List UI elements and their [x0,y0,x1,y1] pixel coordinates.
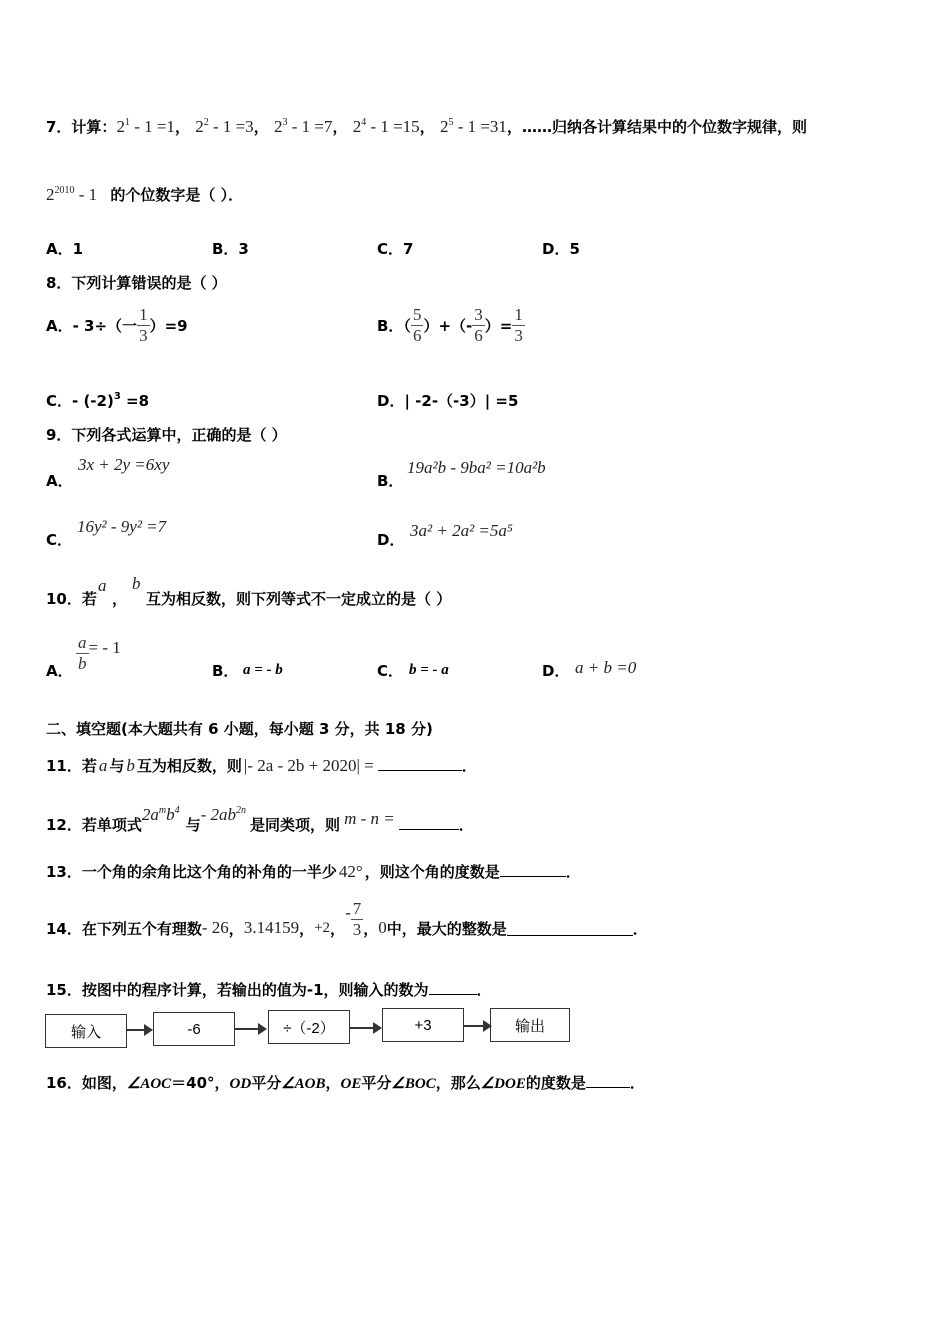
q8-b-prefix: B．（ [377,317,411,335]
q8-a-suffix: ）=9 [149,317,188,335]
q12-with: 与 [185,816,201,834]
q10-d-expr: a + b =0 [575,658,637,677]
q14-end: ． [632,919,648,938]
q12-end: ． [458,816,474,834]
q15-end: ． [476,981,492,999]
q13-suffix: ，则这个角的度数是 [364,863,500,881]
q16-p5: 的度数是 [525,1074,586,1092]
q16-comma: ， [325,1074,341,1092]
q10-var-a: a [98,576,107,595]
q8-b-fraction-2: $\frac{3}{6}$ [474,305,483,345]
q7-expr-2: $2^2 - 1 =3$ [195,117,254,136]
q9-stem: 9．下列各式运算中，正确的是（ ） [46,426,287,444]
q16-oe: OE [340,1076,362,1092]
q11-end: ． [461,757,477,775]
q16-angle-doe: ∠DOE [480,1076,526,1092]
q7-option-d: D．5 [542,240,580,258]
q8-b-fraction-3: $\frac{1}{3}$ [514,305,523,345]
flow-arrow-2 [235,1028,265,1030]
q14-sep: ， [330,919,346,938]
q7-expr-4: $2^4 - 1 =15$ [352,117,420,136]
q14-number-3: +2 [314,919,331,936]
q8-b-eq: ）= [484,317,513,335]
q14-number-2: 3.14159 [243,918,300,937]
flow-box-plus-3: +3 [382,1008,464,1042]
q16-answer-blank[interactable] [586,1073,630,1088]
q11-answer-blank[interactable] [378,756,462,771]
q15-text: 15．按图中的程序计算，若输出的值为-1，则输入的数为 [46,981,429,999]
q10-b-expr: a = - b [243,662,283,678]
q7-sep: ， [419,118,435,136]
q12-mid: 是同类项，则 [250,816,341,834]
q11-with: 与 [109,757,125,775]
q16-angle-aob: ∠AOB [281,1076,326,1092]
q12-prefix: 12．若单项式 [46,816,142,834]
q14-suffix: 中，最大的整数是 [386,919,507,938]
q16-p2: 平分 [251,1074,282,1092]
q14-number-5: 0 [378,918,387,937]
q7-number: 7．计算： [46,118,117,136]
q8-a-fraction: $\frac{1}{3}$ [139,305,148,345]
q7-line2-text: 的个位数字是（ ）． [110,186,244,204]
q8-option-d: D．| -2-（-3）| =5 [377,392,519,410]
q7-option-b: B．3 [212,240,249,258]
q10-stem-suffix: 互为相反数，则下列等式不一定成立的是（ ） [146,590,452,608]
q10-a-expr [76,633,121,674]
q14 [46,895,648,943]
q15 [46,979,492,1000]
q11-mid: 互为相反数，则 [136,757,242,775]
q10-b-label: B． [212,662,239,680]
q11-expr: |- 2a - 2b + 2020| = [243,756,374,775]
q7-line2 [46,184,243,205]
q9-b-expr: 19a²b - 9ba² =10a²b [407,458,546,477]
q13-answer-blank[interactable] [500,862,566,877]
q14-number-4-fraction: $\frac{7}{3}$ [352,898,362,939]
flow-box-divide: ÷（-2） [268,1010,350,1044]
q16-eq: ＝40°， [171,1074,230,1092]
q9-a-label: A． [46,472,73,490]
q10-comma: ， [112,590,128,608]
q8-stem: 8．下列计算错误的是（ ） [46,274,227,292]
flow-arrow-3 [350,1027,380,1029]
flow-box-input: 输入 [45,1014,127,1048]
q9-d-label: D． [377,531,405,549]
q13 [46,861,581,882]
q14-number-1: - 26 [201,918,229,937]
q7-sep: ， [332,118,348,136]
q10-c-expr: b = - a [409,662,449,678]
q14-prefix: 14．在下列五个有理数 [46,919,202,938]
q8-option-b [377,305,525,346]
q11-prefix: 11．若 [46,757,97,775]
q7-tail: ，……归纳各计算结果中的个位数字规律，则 [506,118,807,136]
q10-stem-prefix: 10．若 [46,590,97,608]
q12 [46,805,474,835]
q16-p1: 16．如图， [46,1074,127,1092]
flow-box-output: 输出 [490,1008,570,1042]
q13-end: ． [565,863,581,881]
q11-var-b: b [126,756,135,775]
q9-c-expr: 16y² - 9y² =7 [77,517,167,536]
q8-b-mid: ）+（- [423,317,473,335]
q16-p3: 平分 [361,1074,392,1092]
q7-line2-expr: $2^{2010} - 1$ [46,185,98,204]
flow-arrow-4 [464,1025,490,1027]
q13-angle: 42° [338,862,363,881]
q13-prefix: 13．一个角的余角比这个角的补角的一半少 [46,863,337,881]
q16-p4: ，那么 [435,1074,481,1092]
q16-od: OD [229,1076,252,1092]
q16-angle-aoc: ∠AOC [126,1076,172,1092]
q14-number-4-sign: - [345,903,351,922]
q9-c-label: C． [46,531,73,549]
q14-sep: ， [299,919,315,938]
q16-end: ． [629,1074,645,1092]
q12-answer-blank[interactable] [399,815,459,830]
q16 [46,1072,645,1093]
section-2-heading: 二、填空题(本大题共有 6 小题，每小题 3 分，共 18 分) [46,720,433,738]
q12-term-1: $2a^mb^4$ [141,805,180,824]
q14-sep: ， [363,919,379,938]
q8-a-prefix: A．- 3÷（一 [46,317,138,335]
q10-a-label: A． [46,662,73,680]
q8-option-c: C．- $(-2)^3 =8$ [46,391,150,410]
q11 [46,755,477,776]
q7-expr-3: $2^3 - 1 =7$ [273,117,333,136]
q7-expr-5: $2^5 - 1 =31$ [439,117,507,136]
q12-term-2: - $2ab^{2n}$ [200,805,247,824]
q14-answer-blank[interactable] [507,921,633,936]
q16-angle-boc: ∠BOC [391,1076,436,1092]
q7-sep: ， [174,118,190,136]
q7-option-a: A．1 [46,240,84,258]
q9-a-expr: 3x + 2y =6xy [78,455,170,474]
q10-a-fraction: $\frac{a}{b}$ [78,633,87,673]
q9-b-label: B． [377,472,404,490]
q8-b-fraction-1: $\frac{5}{6}$ [412,305,422,345]
q9-d-expr: 3a² + 2a² =5a⁵ [410,521,513,540]
q10-d-label: D． [542,662,570,680]
q7-expr-1: $2^1 - 1 =1$ [116,117,175,136]
q8-option-a [46,305,188,346]
q11-var-a: a [98,756,108,775]
q12-expr: m - n = [344,809,395,828]
q10-a-rest: = - 1 [88,637,121,657]
flow-box-minus-6: -6 [153,1012,235,1046]
q14-sep: ， [228,919,244,938]
q7-line1 [46,116,807,137]
q7-sep: ， [253,118,269,136]
flow-arrow-1 [127,1029,151,1031]
q7-option-c: C．7 [377,240,414,258]
q10-var-b: b [132,574,141,593]
q10-c-label: C． [377,662,404,680]
q15-answer-blank[interactable] [429,980,477,995]
